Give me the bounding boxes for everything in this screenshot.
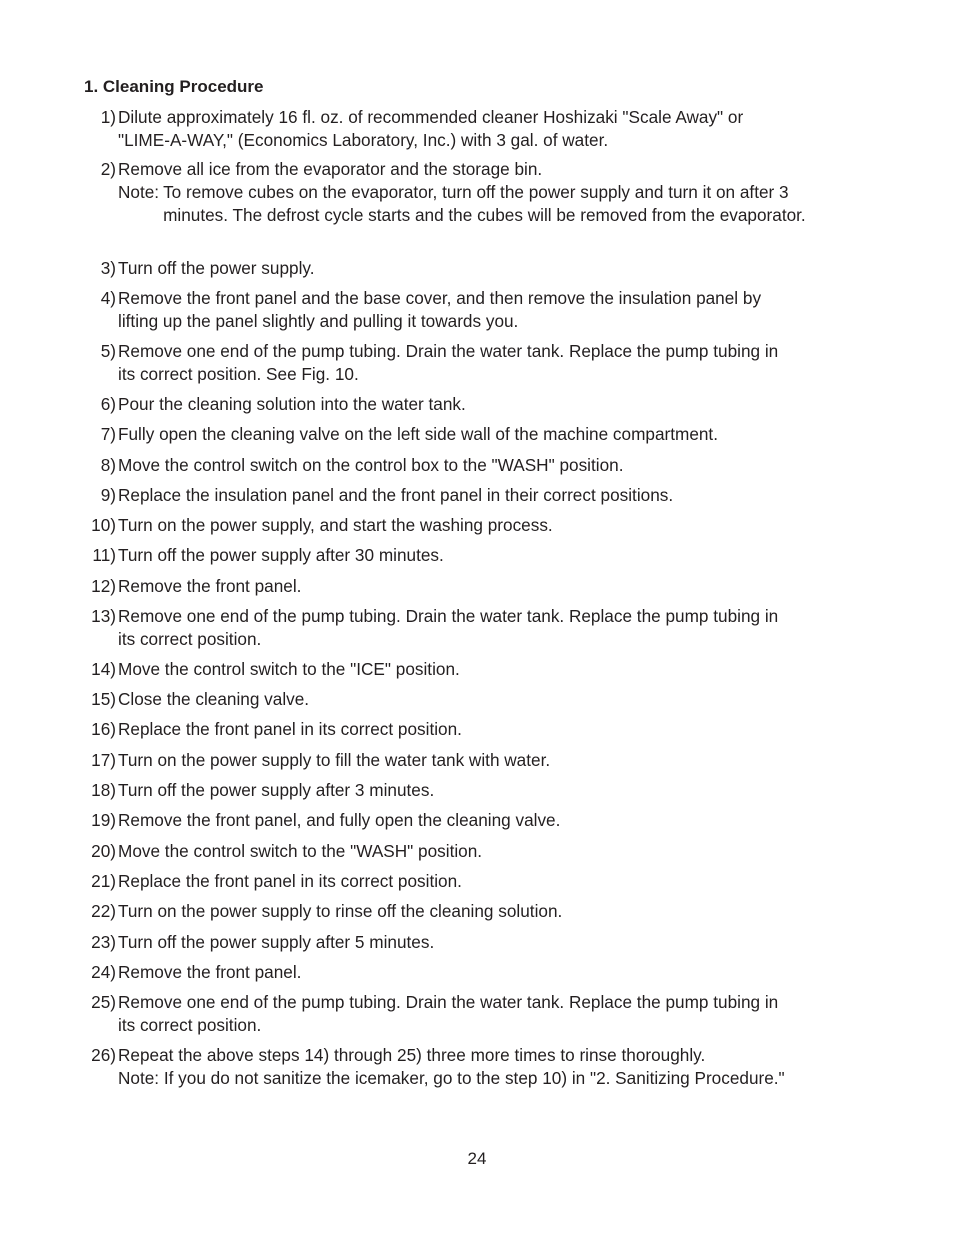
step-26 bbox=[84, 1044, 854, 1090]
step-text bbox=[116, 393, 854, 416]
step-line: its correct position. bbox=[118, 1015, 262, 1035]
step-20 bbox=[84, 840, 854, 863]
step-text bbox=[116, 544, 854, 567]
step-text bbox=[116, 870, 854, 893]
step-24 bbox=[84, 961, 854, 984]
step-line: Remove one end of the pump tubing. Drain the water tank. Replace the pump tubing in bbox=[118, 992, 779, 1012]
step-note bbox=[118, 181, 854, 227]
step-3 bbox=[84, 257, 854, 280]
step-5 bbox=[84, 340, 854, 386]
step-line: Move the control switch to the "WASH" position. bbox=[118, 841, 483, 861]
step-line: Remove the front panel. bbox=[118, 962, 302, 982]
step-11 bbox=[84, 544, 854, 567]
step-number: 12) bbox=[91, 576, 116, 596]
step-number: 20) bbox=[91, 841, 116, 861]
step-2 bbox=[84, 158, 854, 227]
step-line: Remove one end of the pump tubing. Drain the water tank. Replace the pump tubing in bbox=[118, 606, 779, 626]
step-text bbox=[116, 257, 854, 280]
step-number: 6) bbox=[100, 394, 116, 414]
step-text bbox=[116, 718, 854, 741]
step-text bbox=[116, 158, 854, 227]
step-line: its correct position. bbox=[118, 629, 262, 649]
step-line: Move the control switch to the "ICE" position. bbox=[118, 659, 460, 679]
step-text bbox=[116, 931, 854, 954]
step-text bbox=[116, 514, 854, 537]
step-text bbox=[116, 779, 854, 802]
step-line: Turn off the power supply after 5 minutes. bbox=[118, 932, 435, 952]
step-line: Turn off the power supply. bbox=[118, 258, 315, 278]
step-19 bbox=[84, 809, 854, 832]
step-number: 25) bbox=[91, 992, 116, 1012]
step-number: 24) bbox=[91, 962, 116, 982]
step-21 bbox=[84, 870, 854, 893]
step-line: "LIME-A-WAY," (Economics Laboratory, Inc.) with 3 gal. of water. bbox=[118, 130, 609, 150]
step-line: Remove one end of the pump tubing. Drain the water tank. Replace the pump tubing in bbox=[118, 341, 779, 361]
step-line: Remove the front panel. bbox=[118, 576, 302, 596]
step-line: Turn on the power supply to fill the water tank with water. bbox=[118, 750, 551, 770]
step-number: 17) bbox=[91, 750, 116, 770]
step-text bbox=[116, 454, 854, 477]
step-22 bbox=[84, 900, 854, 923]
step-14 bbox=[84, 658, 854, 681]
step-number: 10) bbox=[91, 515, 116, 535]
step-line: Note: If you do not sanitize the icemaker, go to the step 10) in "2. Sanitizing Procedure." bbox=[118, 1068, 785, 1088]
step-text bbox=[116, 658, 854, 681]
step-line: Remove the front panel and the base cover, and then remove the insulation panel by bbox=[118, 288, 762, 308]
section-heading: 1. Cleaning Procedure bbox=[84, 77, 264, 96]
step-number: 16) bbox=[91, 719, 116, 739]
note-label: Note: bbox=[118, 182, 160, 202]
step-text bbox=[116, 340, 854, 386]
note-text: To remove cubes on the evaporator, turn off the power supply and turn it on after 3 minutes. The defrost cycle starts and the cubes will be removed from the evaporator. bbox=[163, 182, 806, 225]
step-line: Fully open the cleaning valve on the left side wall of the machine compartment. bbox=[118, 424, 718, 444]
step-number: 21) bbox=[91, 871, 116, 891]
step-line: Replace the insulation panel and the front panel in their correct positions. bbox=[118, 485, 674, 505]
step-number: 11) bbox=[92, 545, 116, 565]
step-text bbox=[116, 423, 854, 446]
step-23 bbox=[84, 931, 854, 954]
step-10 bbox=[84, 514, 854, 537]
step-line: Turn off the power supply after 3 minutes. bbox=[118, 780, 435, 800]
step-number: 4) bbox=[100, 288, 116, 308]
step-25 bbox=[84, 991, 854, 1037]
step-line: lifting up the panel slightly and pulling it towards you. bbox=[118, 311, 519, 331]
step-text bbox=[116, 961, 854, 984]
step-line: Remove all ice from the evaporator and the storage bin. bbox=[118, 159, 543, 179]
step-number: 1) bbox=[100, 107, 116, 127]
step-number: 18) bbox=[91, 780, 116, 800]
step-18 bbox=[84, 779, 854, 802]
step-13 bbox=[84, 605, 854, 651]
step-number: 19) bbox=[91, 810, 116, 830]
step-text bbox=[116, 688, 854, 711]
step-text bbox=[116, 575, 854, 598]
step-number: 9) bbox=[100, 485, 116, 505]
step-text bbox=[116, 809, 854, 832]
step-number: 13) bbox=[91, 606, 116, 626]
step-16 bbox=[84, 718, 854, 741]
step-line: Replace the front panel in its correct position. bbox=[118, 719, 462, 739]
step-text bbox=[116, 605, 854, 651]
step-number: 23) bbox=[91, 932, 116, 952]
step-9 bbox=[84, 484, 854, 507]
step-number: 14) bbox=[91, 659, 116, 679]
step-text bbox=[116, 991, 854, 1037]
step-number: 15) bbox=[91, 689, 116, 709]
step-line: Close the cleaning valve. bbox=[118, 689, 310, 709]
step-1 bbox=[84, 106, 854, 152]
step-number: 5) bbox=[100, 341, 116, 361]
step-text bbox=[116, 840, 854, 863]
step-line: Turn on the power supply, and start the washing process. bbox=[118, 515, 553, 535]
step-number: 2) bbox=[100, 159, 116, 179]
step-number: 8) bbox=[100, 455, 116, 475]
step-line: Turn off the power supply after 30 minutes. bbox=[118, 545, 444, 565]
step-12 bbox=[84, 575, 854, 598]
step-line: Replace the front panel in its correct position. bbox=[118, 871, 462, 891]
step-line: Turn on the power supply to rinse off the cleaning solution. bbox=[118, 901, 563, 921]
step-number: 22) bbox=[91, 901, 116, 921]
step-line: Repeat the above steps 14) through 25) three more times to rinse thoroughly. bbox=[118, 1045, 706, 1065]
step-4 bbox=[84, 287, 854, 333]
step-text bbox=[116, 484, 854, 507]
page-number: 24 bbox=[467, 1149, 487, 1168]
step-text bbox=[116, 900, 854, 923]
step-text bbox=[116, 106, 854, 152]
step-line: Pour the cleaning solution into the water tank. bbox=[118, 394, 466, 414]
step-6 bbox=[84, 393, 854, 416]
step-17 bbox=[84, 749, 854, 772]
step-8 bbox=[84, 454, 854, 477]
step-text bbox=[116, 287, 854, 333]
step-15 bbox=[84, 688, 854, 711]
step-text bbox=[116, 749, 854, 772]
step-text bbox=[116, 1044, 854, 1090]
step-line: its correct position. See Fig. 10. bbox=[118, 364, 359, 384]
step-line: Move the control switch on the control box to the "WASH" position. bbox=[118, 455, 624, 475]
step-line: Dilute approximately 16 fl. oz. of recommended cleaner Hoshizaki "Scale Away" or bbox=[118, 107, 744, 127]
step-number: 3) bbox=[100, 258, 116, 278]
step-line: Remove the front panel, and fully open the cleaning valve. bbox=[118, 810, 561, 830]
step-7 bbox=[84, 423, 854, 446]
step-number: 26) bbox=[91, 1045, 116, 1065]
step-number: 7) bbox=[100, 424, 116, 444]
